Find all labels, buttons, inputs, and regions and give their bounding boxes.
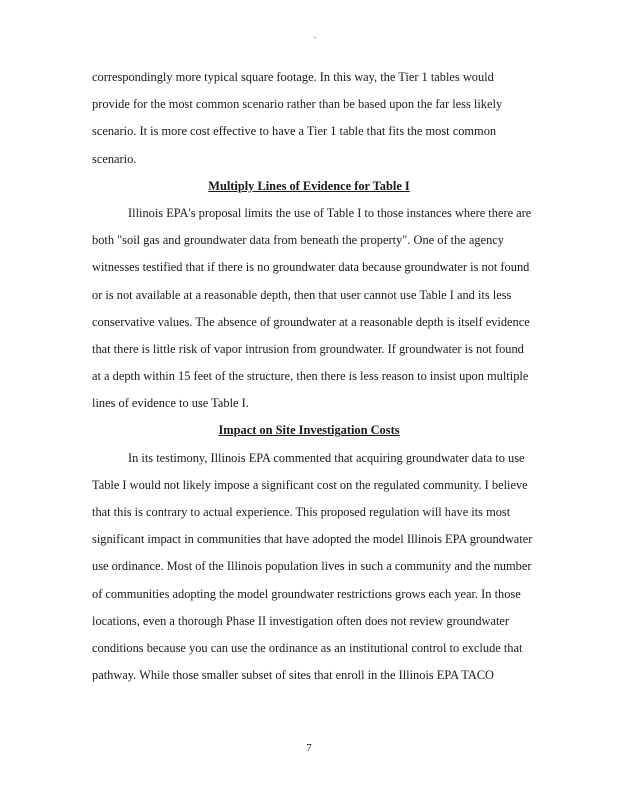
text-line: that this is contrary to actual experience. This proposed regulation will have its most <box>92 505 511 519</box>
text-line: at a depth within 15 feet of the structure, then there is less reason to insist upon multiple <box>92 369 529 384</box>
text-line: both "soil gas and groundwater data from beneath the property". One of the agency <box>92 233 504 248</box>
text-line: In its testimony, Illinois EPA commented that acquiring groundwater data to use <box>128 450 525 465</box>
text-line: use ordinance. Most of the Illinois population lives in such a community and the number <box>92 559 532 574</box>
text-line: Table I would not likely impose a significant cost on the regulated community. I believe <box>92 477 528 492</box>
text-line: conservative values. The absence of groundwater at a reasonable depth is itself evidence <box>92 314 530 329</box>
text-line: or is not available at a reasonable depth, then that user cannot use Table I and its less <box>92 287 512 302</box>
section-heading: Multiply Lines of Evidence for Table I <box>208 178 410 193</box>
text-line: conditions because you can use the ordinance as an institutional control to exclude that <box>92 640 523 655</box>
text-line: significant impact in communities that have adopted the model Illinois EPA groundwater <box>92 532 533 547</box>
text-line: pathway. While those smaller subset of sites that enroll in the Illinois EPA TACO <box>92 668 495 683</box>
text-line: lines of evidence to use Table I. <box>92 396 249 411</box>
text-line: locations, even a thorough Phase II investigation often does not review groundwater <box>92 613 510 628</box>
text-line: scenario. <box>92 151 137 166</box>
text-line: correspondingly more typical square footage. In this way, the Tier 1 tables would <box>92 70 494 84</box>
document-body <box>92 64 533 689</box>
text-line: provide for the most common scenario rather than be based upon the far less likely <box>92 97 503 112</box>
text-line: scenario. It is more cost effective to have a Tier 1 table that fits the most common <box>92 124 497 139</box>
page-number: 7 <box>306 742 312 754</box>
section-heading: Impact on Site Investigation Costs <box>218 423 400 438</box>
text-line: witnesses testified that if there is no groundwater data because groundwater is not found <box>92 260 530 275</box>
text-line: Illinois EPA's proposal limits the use of Table I to those instances where there are <box>128 205 532 220</box>
text-line: of communities adopting the model groundwater restrictions grows each year. In those <box>92 586 521 601</box>
top-mark: - <box>314 33 317 42</box>
text-line: that there is little risk of vapor intrusion from groundwater. If groundwater is not found <box>92 341 524 356</box>
